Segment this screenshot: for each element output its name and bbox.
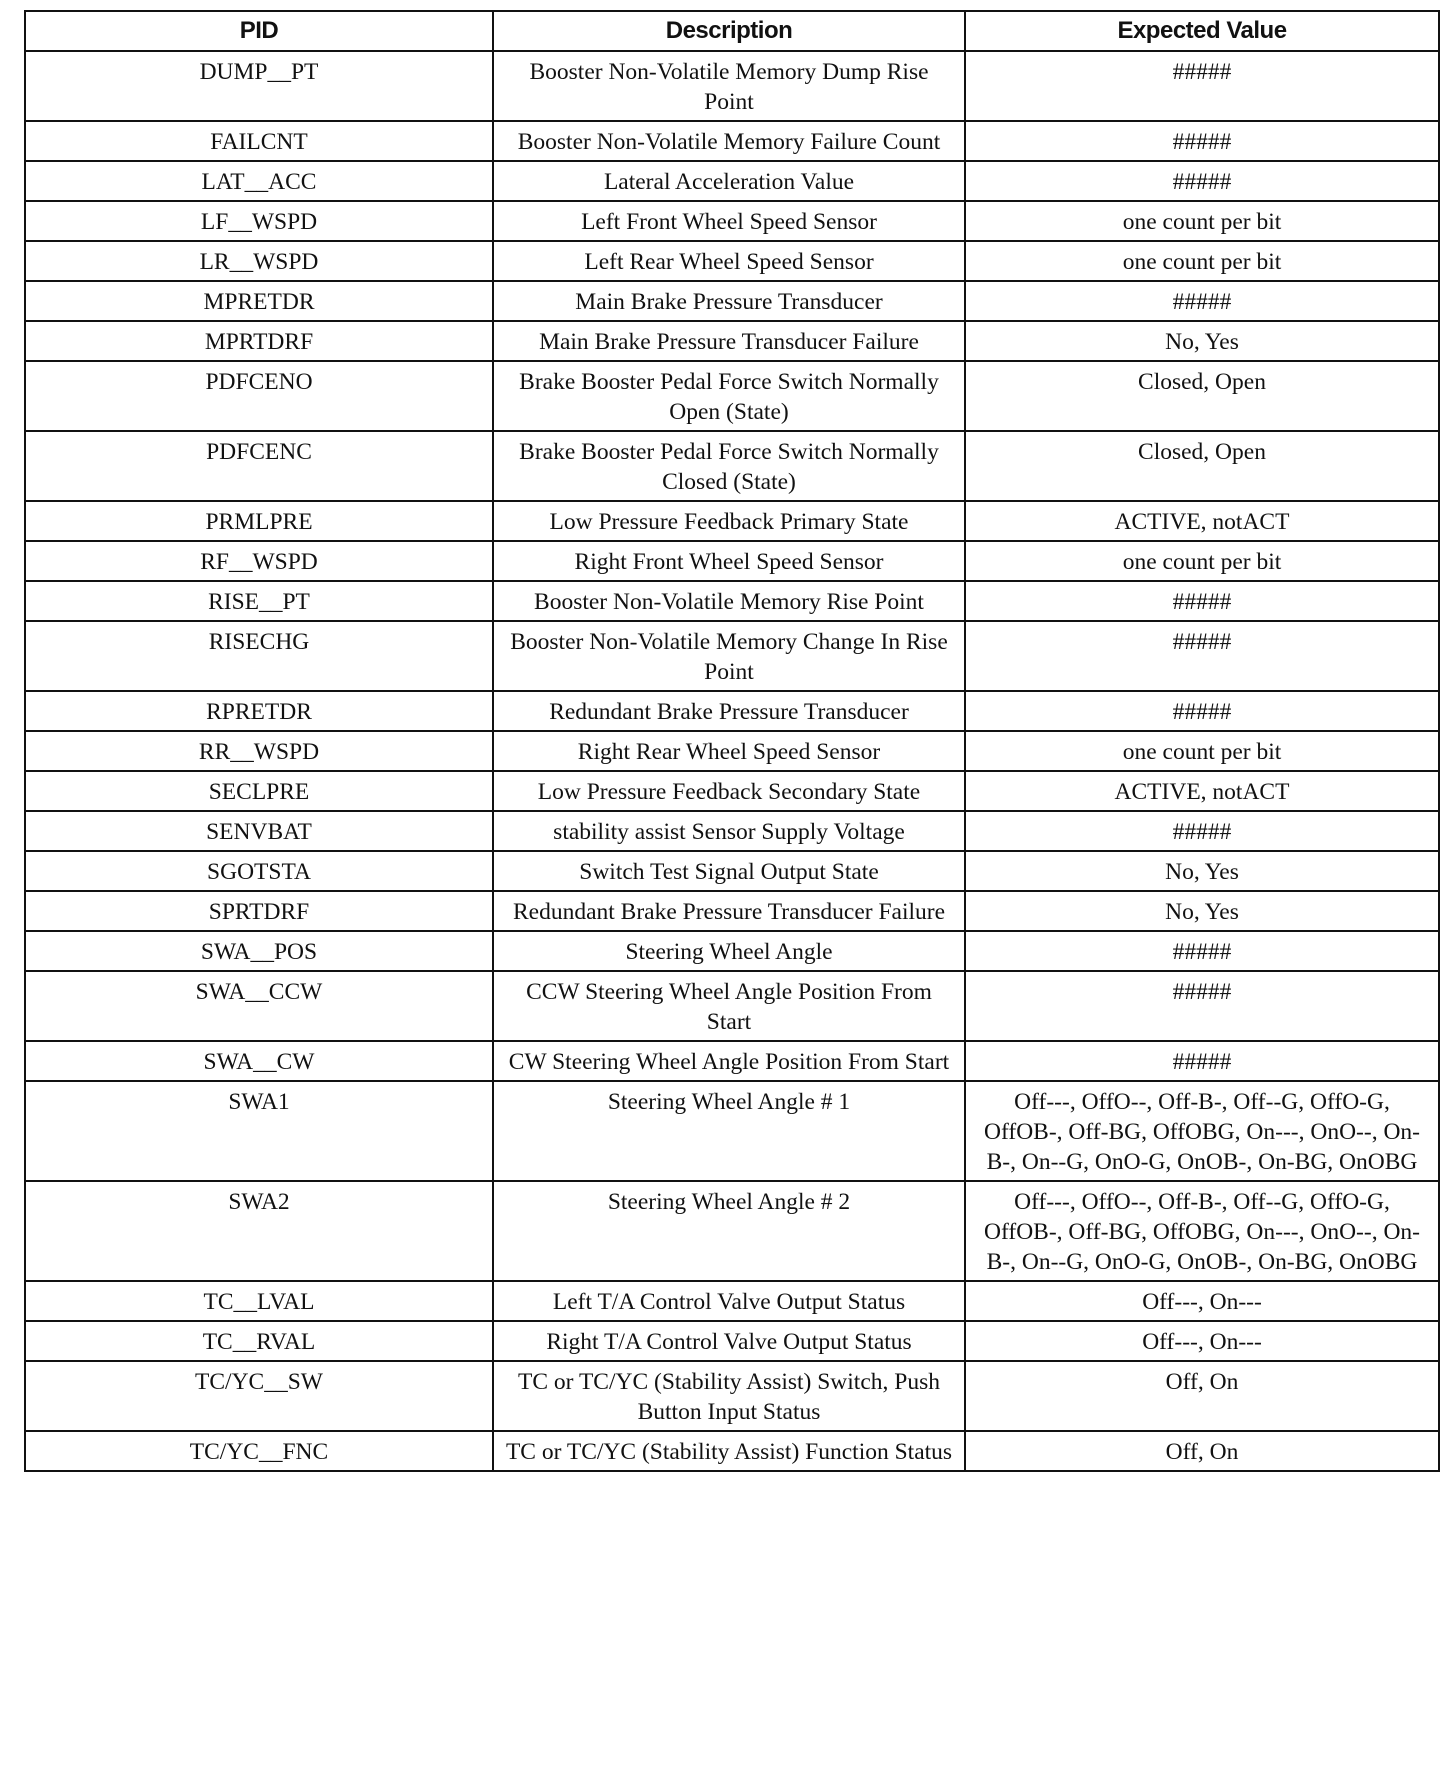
pid-cell: SWA1 [25,1081,493,1181]
expected-value-cell: one count per bit [965,541,1439,581]
pid-cell: MPRTDRF [25,321,493,361]
description-cell: Lateral Acceleration Value [493,161,965,201]
description-cell: Brake Booster Pedal Force Switch Normally Open (State) [493,361,965,431]
expected-value-cell: one count per bit [965,731,1439,771]
expected-value-cell: Off---, On--- [965,1281,1439,1321]
expected-value-cell: ##### [965,121,1439,161]
description-cell: CW Steering Wheel Angle Position From Start [493,1041,965,1081]
expected-value-cell: No, Yes [965,891,1439,931]
table-row [25,241,1439,281]
table-row [25,1181,1439,1281]
expected-value-cell: ACTIVE, notACT [965,501,1439,541]
description-cell: Switch Test Signal Output State [493,851,965,891]
description-cell: TC or TC/YC (Stability Assist) Switch, Push Button Input Status [493,1361,965,1431]
pid-cell: DUMP__PT [25,51,493,121]
expected-value-cell: ##### [965,281,1439,321]
expected-value-cell: ##### [965,621,1439,691]
pid-cell: PDFCENO [25,361,493,431]
expected-value-cell: one count per bit [965,201,1439,241]
pid-cell: SENVBAT [25,811,493,851]
table-row [25,891,1439,931]
pid-cell: SPRTDRF [25,891,493,931]
header-row [25,11,1439,51]
pid-cell: LAT__ACC [25,161,493,201]
expected-value-cell: Off---, OffO--, Off-B-, Off--G, OffO-G, OffOB-, Off-BG, OffOBG, On---, OnO--, On-B-, On--G, OnO-G, OnOB-, On-BG, OnOBG [965,1181,1439,1281]
description-cell: TC or TC/YC (Stability Assist) Function Status [493,1431,965,1471]
description-cell: Booster Non-Volatile Memory Change In Rise Point [493,621,965,691]
pid-cell: LF__WSPD [25,201,493,241]
expected-value-cell: one count per bit [965,241,1439,281]
description-cell: stability assist Sensor Supply Voltage [493,811,965,851]
table-row [25,1081,1439,1181]
description-cell: Low Pressure Feedback Secondary State [493,771,965,811]
pid-cell: LR__WSPD [25,241,493,281]
table-row [25,541,1439,581]
table-row [25,431,1439,501]
description-cell: Left Rear Wheel Speed Sensor [493,241,965,281]
table-row [25,1041,1439,1081]
pid-cell: SWA__POS [25,931,493,971]
pid-cell: RF__WSPD [25,541,493,581]
description-cell: Brake Booster Pedal Force Switch Normally Closed (State) [493,431,965,501]
header-pid: PID [25,11,493,51]
pid-cell: SWA__CW [25,1041,493,1081]
description-cell: Left Front Wheel Speed Sensor [493,201,965,241]
table-row [25,1321,1439,1361]
pid-cell: RISECHG [25,621,493,691]
pid-cell: SWA__CCW [25,971,493,1041]
table-row [25,361,1439,431]
expected-value-cell: ##### [965,691,1439,731]
description-cell: Right Front Wheel Speed Sensor [493,541,965,581]
table-row [25,971,1439,1041]
description-cell: Booster Non-Volatile Memory Dump Rise Point [493,51,965,121]
description-cell: Steering Wheel Angle # 2 [493,1181,965,1281]
table-row [25,771,1439,811]
document-page [24,10,1438,1472]
pid-cell: SWA2 [25,1181,493,1281]
description-cell: Right T/A Control Valve Output Status [493,1321,965,1361]
description-cell: Steering Wheel Angle # 1 [493,1081,965,1181]
expected-value-cell: ##### [965,931,1439,971]
table-row [25,621,1439,691]
expected-value-cell: ACTIVE, notACT [965,771,1439,811]
pid-cell: MPRETDR [25,281,493,321]
table-row [25,1281,1439,1321]
expected-value-cell: No, Yes [965,321,1439,361]
pid-cell: TC__LVAL [25,1281,493,1321]
expected-value-cell: Closed, Open [965,431,1439,501]
table-row [25,731,1439,771]
pid-cell: TC/YC__SW [25,1361,493,1431]
pid-cell: SECLPRE [25,771,493,811]
expected-value-cell: No, Yes [965,851,1439,891]
header-description: Description [493,11,965,51]
expected-value-cell: ##### [965,1041,1439,1081]
description-cell: Main Brake Pressure Transducer [493,281,965,321]
table-body [25,51,1439,1471]
pid-cell: TC/YC__FNC [25,1431,493,1471]
table-row [25,281,1439,321]
expected-value-cell: Closed, Open [965,361,1439,431]
pid-cell: PDFCENC [25,431,493,501]
expected-value-cell: Off, On [965,1361,1439,1431]
description-cell: Booster Non-Volatile Memory Failure Count [493,121,965,161]
table-row [25,1361,1439,1431]
expected-value-cell: Off---, On--- [965,1321,1439,1361]
pid-cell: RPRETDR [25,691,493,731]
expected-value-cell: ##### [965,971,1439,1041]
expected-value-cell: ##### [965,811,1439,851]
description-cell: Left T/A Control Valve Output Status [493,1281,965,1321]
expected-value-cell: ##### [965,161,1439,201]
description-cell: Redundant Brake Pressure Transducer Failure [493,891,965,931]
table-row [25,501,1439,541]
table-row [25,161,1439,201]
header-expected-value: Expected Value [965,11,1439,51]
table-row [25,581,1439,621]
table-row [25,321,1439,361]
expected-value-cell: Off---, OffO--, Off-B-, Off--G, OffO-G, OffOB-, Off-BG, OffOBG, On---, OnO--, On-B-, On--G, OnO-G, OnOB-, On-BG, OnOBG [965,1081,1439,1181]
description-cell: Right Rear Wheel Speed Sensor [493,731,965,771]
pid-cell: FAILCNT [25,121,493,161]
description-cell: Redundant Brake Pressure Transducer [493,691,965,731]
pid-cell: RR__WSPD [25,731,493,771]
description-cell: Low Pressure Feedback Primary State [493,501,965,541]
table-row [25,691,1439,731]
table-row [25,851,1439,891]
expected-value-cell: ##### [965,51,1439,121]
table-row [25,1431,1439,1471]
pid-table [24,10,1440,1472]
table-row [25,51,1439,121]
description-cell: CCW Steering Wheel Angle Position From Start [493,971,965,1041]
pid-cell: SGOTSTA [25,851,493,891]
pid-cell: PRMLPRE [25,501,493,541]
expected-value-cell: ##### [965,581,1439,621]
table-row [25,931,1439,971]
expected-value-cell: Off, On [965,1431,1439,1471]
table-row [25,811,1439,851]
description-cell: Steering Wheel Angle [493,931,965,971]
description-cell: Main Brake Pressure Transducer Failure [493,321,965,361]
description-cell: Booster Non-Volatile Memory Rise Point [493,581,965,621]
table-row [25,201,1439,241]
pid-cell: RISE__PT [25,581,493,621]
pid-cell: TC__RVAL [25,1321,493,1361]
table-row [25,121,1439,161]
